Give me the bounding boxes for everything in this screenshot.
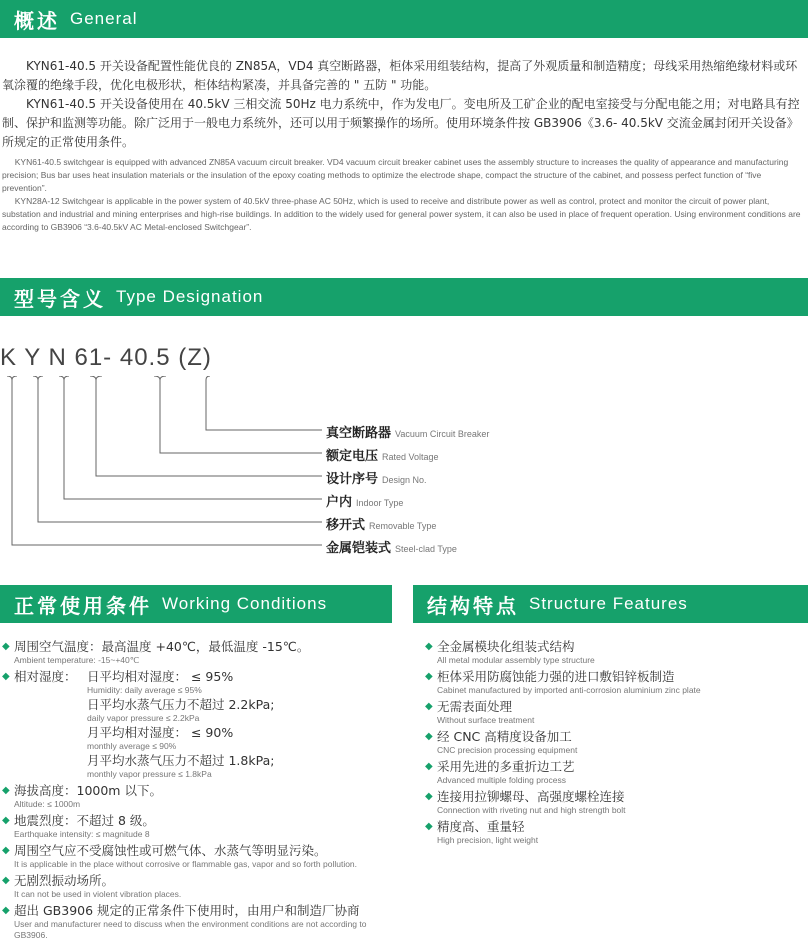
designation-label-removable: 移开式 Removable Type: [326, 518, 437, 533]
list-item-exceed: ◆ 超出 GB3906 规定的正常条件下使用时，由用户和制造厂协商 User and manufacturer need to discuss when the environment conditions are not according to GB3906.: [2, 903, 367, 940]
diamond-bullet-icon: ◆: [2, 905, 10, 916]
list-item-temperature: ◆ 周围空气温度：最高温度 +40℃，最低温度 -15℃。 Ambient temperature: -15~+40℃: [2, 639, 310, 665]
type-designation-title-en: Type Designation: [116, 287, 264, 306]
structure-features-title-cn: 结构特点: [427, 593, 519, 618]
working-conditions-title-cn: 正常使用条件: [14, 593, 152, 618]
bracket-line-voltage: [154, 376, 322, 453]
list-item-humidity: ◆ 相对湿度： 日平均相对湿度： ≤ 95% Humidity: daily average ≤ 95% 日平均水蒸气压力不超过 2.2kPa; daily vapor pressure ≤ 2.2kPa 月平均相对湿度： ≤ 90% monthly average ≤ 90% 月平均水蒸气压力不超过 1.8kPa; monthly vapor pressure ≤ 1.8kPa: [2, 669, 275, 779]
structure-features-banner: [413, 585, 808, 623]
diamond-bullet-icon: ◆: [425, 671, 433, 682]
type-designation-title-cn: 型号含义: [14, 286, 106, 311]
list-item: ◆ 全金属模块化组装式结构 All metal modular assembly type structure: [425, 639, 595, 665]
bracket-line-removable: [33, 376, 322, 522]
diamond-bullet-icon: ◆: [2, 845, 10, 856]
working-conditions-title-en: Working Conditions: [162, 594, 328, 613]
model-code: K Y N 61- 40.5 (Z): [0, 344, 212, 371]
structure-features-list: [425, 638, 805, 848]
designation-label-design-no: 设计序号 Design No.: [326, 472, 427, 487]
list-item: ◆ 柜体采用防腐蚀能力强的进口敷铝锌板制造 Cabinet manufactured by imported anti-corrosion aluminium zinc plate: [425, 669, 701, 695]
general-en-paragraph-1: KYN61-40.5 switchgear is equipped with advanced ZN85A vacuum circuit breaker. VD4 vacuum circuit breaker cabinet uses the assembly structure to increases the quality of appearance and manufacturing precision; Bus bar uses heat insulation materials or the insulation of the epoxy coating methods to optimize the electrode shape, compact the structure of the cabinet, and possess perfect function of “five prevention”.: [2, 157, 789, 193]
diamond-bullet-icon: ◆: [425, 701, 433, 712]
list-item-earthquake: ◆ 地震烈度：不超过 8 级。 Earthquake intensity: ≤ magnitude 8: [2, 813, 155, 839]
general-cn-paragraph-2: KYN61-40.5 开关设备使用在 40.5kV 三相交流 50Hz 电力系统中，作为发电厂。变电所及工矿企业的配电室接受与分配电能之用；对电路具有控制、保护和监测等功能。除广泛用于一般电力系统外，还可以用于频繁操作的场所。使用环境条件按 GB3906《3.6- 40.5kV 交流金属封闭开关设备》所规定的正常使用条件。: [2, 97, 800, 149]
general-body: [0, 57, 808, 234]
diamond-bullet-icon: ◆: [425, 731, 433, 742]
list-item: ◆ 经 CNC 高精度设备加工 CNC precision processing equipment: [425, 729, 578, 755]
bracket-line-indoor: [59, 376, 322, 499]
list-item: ◆ 连接用拉铆螺母、高强度螺栓连接 Connection with riveting nut and high strength bolt: [425, 789, 626, 815]
diamond-bullet-icon: ◆: [425, 821, 433, 832]
list-item-environment: ◆ 周围空气应不受腐蚀性或可燃气体、水蒸气等明显污染。 It is applicable in the place without corrosive or flammable gas, vapor and so forth pollution.: [2, 843, 358, 869]
list-item-altitude: ◆ 海拔高度：1000m 以下。 Altitude: ≤ 1000m: [2, 783, 162, 809]
designation-label-steel-clad: 金属铠装式 Steel-clad Type: [326, 541, 457, 556]
bracket-line-z: [206, 376, 322, 430]
diamond-bullet-icon: ◆: [2, 671, 10, 682]
diamond-bullet-icon: ◆: [425, 791, 433, 802]
list-item: ◆ 精度高、重量轻 High precision, light weight: [425, 819, 539, 845]
general-title-en: General: [70, 9, 138, 28]
type-designation-banner: [0, 278, 808, 316]
list-item-vibration: ◆ 无剧烈振动场所。 It can not be used in violent vibration places.: [2, 873, 182, 899]
diamond-bullet-icon: ◆: [425, 761, 433, 772]
designation-label-breaker: 真空断路器 Vacuum Circuit Breaker: [326, 426, 490, 441]
designation-bracket-diagram: [0, 376, 330, 556]
general-banner: [0, 0, 808, 38]
working-conditions-banner: [0, 585, 392, 623]
working-conditions-list: [2, 638, 402, 943]
general-title-cn: 概述: [14, 8, 60, 33]
diamond-bullet-icon: ◆: [2, 875, 10, 886]
list-item: ◆ 无需表面处理 Without surface treatment: [425, 699, 535, 725]
diamond-bullet-icon: ◆: [2, 815, 10, 826]
general-en-paragraph-2: KYN28A-12 Switchgear is applicable in the power system of 40.5kV three-phase AC 50Hz, which is used to receive and distribute power as well as control, protect and monitor the circuit of power plant, substation and industrial and mining enterprises and high-rise buildings. In addition to the widely used for general power system, it can also be used in place of frequent operation. Using environment conditions are according to GB3906 “3.6-40.5kV AC Metal-enclosed Switchgear”.: [2, 196, 801, 232]
diamond-bullet-icon: ◆: [425, 641, 433, 652]
diamond-bullet-icon: ◆: [2, 785, 10, 796]
structure-features-title-en: Structure Features: [529, 594, 688, 613]
general-cn-paragraph-1: KYN61-40.5 开关设备配置性能优良的 ZN85A，VD4 真空断路器，柜体采用组装结构，提高了外观质量和制造精度；母线采用热缩绝缘材料或环氧涂覆的绝缘手段，优化电极形状，柜体结构紧凑，并具备完善的 " 五防 " 功能。: [2, 59, 798, 92]
designation-label-indoor: 户内 Indoor Type: [326, 495, 404, 510]
list-item: ◆ 采用先进的多重折边工艺 Advanced multiple folding process: [425, 759, 575, 785]
designation-label-voltage: 额定电压 Rated Voltage: [326, 449, 439, 464]
diamond-bullet-icon: ◆: [2, 641, 10, 652]
bracket-line-steel-clad: [7, 376, 322, 545]
